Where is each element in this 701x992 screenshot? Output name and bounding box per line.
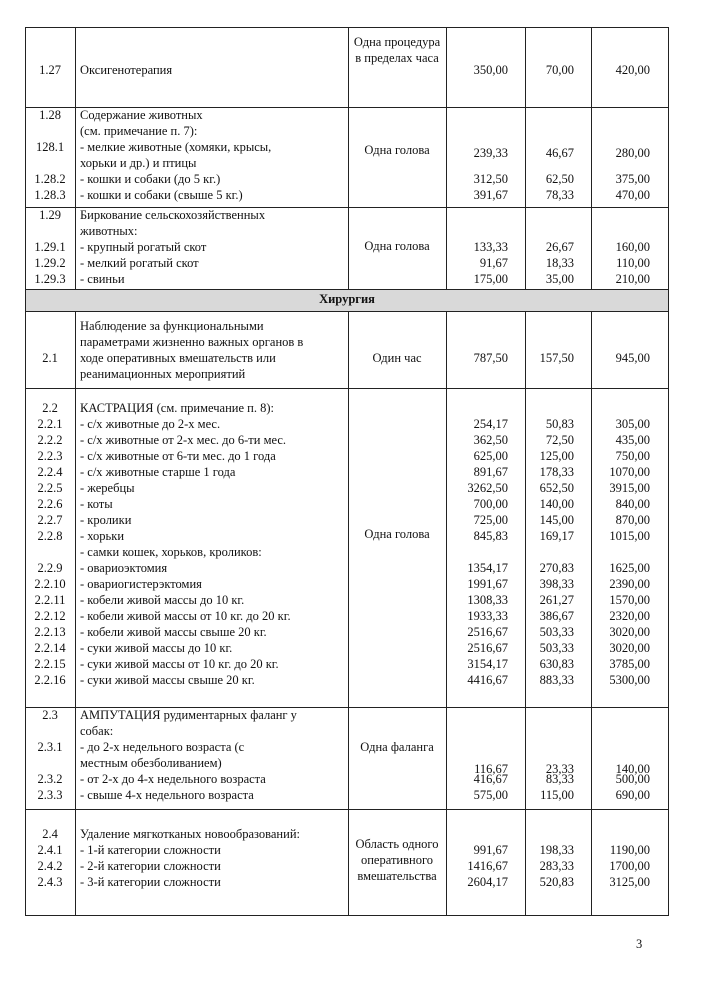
vat-cell: 70,00 bbox=[545, 63, 574, 77]
price-cell: 991,67 bbox=[473, 843, 508, 857]
price-cell: 133,33 bbox=[473, 240, 508, 254]
total-cell: 3020,00 bbox=[609, 625, 650, 639]
service-description: - кобели живой массы до 10 кг. bbox=[80, 593, 245, 607]
total-cell: 3785,00 bbox=[609, 657, 650, 671]
service-description: - от 2-х до 4-х недельного возраста bbox=[80, 772, 266, 786]
vat-cell: 198,33 bbox=[539, 843, 574, 857]
price-cell: 725,00 bbox=[473, 513, 508, 527]
price-cell: 4416,67 bbox=[467, 673, 508, 687]
total-cell: 420,00 bbox=[615, 63, 650, 77]
vat-cell: 652,50 bbox=[539, 481, 574, 495]
row-number: 2.3.1 bbox=[37, 740, 63, 754]
total-cell: 500,00 bbox=[615, 772, 650, 786]
row-number: 2.2.6 bbox=[37, 497, 63, 511]
vat-cell: 78,33 bbox=[545, 188, 574, 202]
price-cell: 845,83 bbox=[473, 529, 508, 543]
price-cell: 2516,67 bbox=[467, 641, 508, 655]
unit-of-measure: Одна голова bbox=[364, 143, 430, 157]
vat-cell: 520,83 bbox=[539, 875, 574, 889]
total-cell: 280,00 bbox=[615, 146, 650, 160]
row-number: 1.27 bbox=[39, 63, 61, 77]
row-number: 2.2.3 bbox=[37, 449, 63, 463]
vat-cell: 115,00 bbox=[540, 788, 574, 802]
service-description: - 3-й категории сложности bbox=[80, 875, 221, 889]
row-number: 1.28.2 bbox=[34, 172, 66, 186]
service-description: - 1-й категории сложности bbox=[80, 843, 221, 857]
total-cell: 1700,00 bbox=[609, 859, 650, 873]
service-description: Наблюдение за функциональными bbox=[80, 319, 264, 333]
price-cell: 1416,67 bbox=[467, 859, 508, 873]
price-cell: 1933,33 bbox=[467, 609, 508, 623]
row-number: 2.2.2 bbox=[37, 433, 63, 447]
service-description: - жеребцы bbox=[80, 481, 135, 495]
row-number: 1.29.2 bbox=[34, 256, 66, 270]
vat-cell: 23,33 bbox=[545, 762, 574, 776]
price-cell: 391,67 bbox=[473, 188, 508, 202]
service-description: хорьки и др.) и птицы bbox=[80, 156, 197, 170]
service-description: - с/х животные старше 1 года bbox=[80, 465, 236, 479]
row-number: 2.2.9 bbox=[37, 561, 63, 575]
vat-cell: 18,33 bbox=[545, 256, 574, 270]
total-cell: 470,00 bbox=[615, 188, 650, 202]
price-cell: 700,00 bbox=[473, 497, 508, 511]
price-cell: 3154,17 bbox=[467, 657, 508, 671]
service-description: ходе оперативных вмешательств или bbox=[80, 351, 276, 365]
vat-cell: 398,33 bbox=[539, 577, 574, 591]
row-border bbox=[25, 915, 669, 916]
row-number: 2.2.16 bbox=[34, 673, 66, 687]
service-description: параметрами жизненно важных органов в bbox=[80, 335, 304, 349]
price-cell: 2516,67 bbox=[467, 625, 508, 639]
service-description: животных: bbox=[80, 224, 138, 238]
vat-cell: 261,27 bbox=[539, 593, 574, 607]
total-cell: 305,00 bbox=[615, 417, 650, 431]
row-number: 2.2.10 bbox=[34, 577, 66, 591]
vat-cell: 503,33 bbox=[539, 641, 574, 655]
price-cell: 239,33 bbox=[473, 146, 508, 160]
vat-cell: 270,83 bbox=[539, 561, 574, 575]
service-description: - овариоэктомия bbox=[80, 561, 168, 575]
total-cell: 2390,00 bbox=[609, 577, 650, 591]
service-description: АМПУТАЦИЯ рудиментарных фаланг у bbox=[80, 708, 297, 722]
vat-cell: 72,50 bbox=[545, 433, 574, 447]
vat-cell: 283,33 bbox=[539, 859, 574, 873]
row-number: 2.4 bbox=[42, 827, 58, 841]
row-number: 2.2.12 bbox=[34, 609, 66, 623]
service-description: Содержание животных bbox=[80, 108, 203, 122]
vat-cell: 386,67 bbox=[539, 609, 574, 623]
total-cell: 3020,00 bbox=[609, 641, 650, 655]
row-number: 2.2.15 bbox=[34, 657, 66, 671]
total-cell: 140,00 bbox=[615, 762, 650, 776]
total-cell: 1015,00 bbox=[609, 529, 650, 543]
service-description: - кобели живой массы свыше 20 кг. bbox=[80, 625, 267, 639]
vat-cell: 50,83 bbox=[545, 417, 574, 431]
vat-cell: 157,50 bbox=[539, 351, 574, 365]
vat-cell: 178,33 bbox=[539, 465, 574, 479]
total-cell: 1625,00 bbox=[609, 561, 650, 575]
total-cell: 870,00 bbox=[615, 513, 650, 527]
service-description: - 2-й категории сложности bbox=[80, 859, 221, 873]
vat-cell: 83,33 bbox=[545, 772, 574, 786]
price-cell: 575,00 bbox=[473, 788, 508, 802]
service-description: - суки живой массы до 10 кг. bbox=[80, 641, 233, 655]
vat-cell: 62,50 bbox=[545, 172, 574, 186]
service-description: - суки живой массы свыше 20 кг. bbox=[80, 673, 255, 687]
row-border bbox=[25, 311, 669, 312]
price-cell: 3262,50 bbox=[467, 481, 508, 495]
table-border-col2 bbox=[348, 27, 349, 916]
service-description: - с/х животные от 2-х мес. до 6-ти мес. bbox=[80, 433, 287, 447]
total-cell: 840,00 bbox=[615, 497, 650, 511]
row-number: 2.2.14 bbox=[34, 641, 66, 655]
total-cell: 1190,00 bbox=[609, 843, 650, 857]
service-description: - свиньи bbox=[80, 272, 125, 286]
row-number: 2.3 bbox=[42, 708, 58, 722]
total-cell: 1570,00 bbox=[609, 593, 650, 607]
service-description: КАСТРАЦИЯ (см. примечание п. 8): bbox=[80, 401, 274, 415]
row-number: 2.1 bbox=[42, 351, 58, 365]
price-cell: 1354,17 bbox=[467, 561, 508, 575]
total-cell: 5300,00 bbox=[609, 673, 650, 687]
service-description: - мелкий рогатый скот bbox=[80, 256, 199, 270]
row-border bbox=[25, 388, 669, 389]
price-cell: 416,67 bbox=[473, 772, 508, 786]
total-cell: 110,00 bbox=[616, 256, 650, 270]
row-border bbox=[25, 809, 669, 810]
vat-cell: 145,00 bbox=[539, 513, 574, 527]
service-description: - мелкие животные (хомяки, крысы, bbox=[80, 140, 272, 154]
service-description: - свыше 4-х недельного возраста bbox=[80, 788, 254, 802]
service-description: - кобели живой массы от 10 кг. до 20 кг. bbox=[80, 609, 291, 623]
unit-of-measure: Одна голова bbox=[364, 527, 430, 541]
vat-cell: 35,00 bbox=[545, 272, 574, 286]
unit-of-measure: Область одного оперативного вмешательства bbox=[355, 837, 439, 883]
row-number: 2.3.2 bbox=[37, 772, 63, 786]
vat-cell: 630,83 bbox=[539, 657, 574, 671]
service-description: реанимационных мероприятий bbox=[80, 367, 246, 381]
table-border-col4 bbox=[525, 27, 526, 916]
row-number: 2.2.4 bbox=[37, 465, 63, 479]
service-description: - кошки и собаки (до 5 кг.) bbox=[80, 172, 221, 186]
row-number: 2.4.2 bbox=[37, 859, 63, 873]
row-border bbox=[25, 27, 669, 28]
unit-of-measure: Один час bbox=[372, 351, 422, 365]
service-description: - с/х животные до 2-х мес. bbox=[80, 417, 221, 431]
row-number: 2.2.5 bbox=[37, 481, 63, 495]
table-border-col3 bbox=[446, 27, 447, 916]
price-cell: 116,67 bbox=[474, 762, 508, 776]
row-number: 2.4.3 bbox=[37, 875, 63, 889]
total-cell: 3915,00 bbox=[609, 481, 650, 495]
row-number: 1.29.1 bbox=[34, 240, 66, 254]
row-number: 1.29 bbox=[39, 208, 61, 222]
price-cell: 91,67 bbox=[479, 256, 508, 270]
row-number: 2.3.3 bbox=[37, 788, 63, 802]
service-description: - кролики bbox=[80, 513, 132, 527]
total-cell: 375,00 bbox=[615, 172, 650, 186]
total-cell: 435,00 bbox=[615, 433, 650, 447]
unit-of-measure: Одна процедура в пределах часа bbox=[353, 35, 441, 65]
vat-cell: 169,17 bbox=[539, 529, 574, 543]
service-description: - крупный рогатый скот bbox=[80, 240, 207, 254]
price-cell: 1991,67 bbox=[467, 577, 508, 591]
price-cell: 625,00 bbox=[473, 449, 508, 463]
total-cell: 210,00 bbox=[615, 272, 650, 286]
service-description: - коты bbox=[80, 497, 113, 511]
service-description: собак: bbox=[80, 724, 114, 738]
vat-cell: 26,67 bbox=[545, 240, 574, 254]
total-cell: 690,00 bbox=[615, 788, 650, 802]
service-description: (см. примечание п. 7): bbox=[80, 124, 198, 138]
service-description: - с/х животные от 6-ти мес. до 1 года bbox=[80, 449, 276, 463]
section-title: Хирургия bbox=[319, 292, 375, 306]
price-cell: 362,50 bbox=[473, 433, 508, 447]
price-cell: 350,00 bbox=[473, 63, 508, 77]
total-cell: 3125,00 bbox=[609, 875, 650, 889]
price-cell: 787,50 bbox=[473, 351, 508, 365]
table-border-right bbox=[668, 27, 669, 916]
service-description: - кошки и собаки (свыше 5 кг.) bbox=[80, 188, 243, 202]
vat-cell: 46,67 bbox=[545, 146, 574, 160]
service-description: - суки живой массы от 10 кг. до 20 кг. bbox=[80, 657, 279, 671]
vat-cell: 125,00 bbox=[539, 449, 574, 463]
row-number: 1.28.3 bbox=[34, 188, 66, 202]
row-number: 2.2.11 bbox=[34, 593, 66, 607]
service-description: - до 2-х недельного возраста (с bbox=[80, 740, 245, 754]
service-description: местным обезболиванием) bbox=[80, 756, 222, 770]
row-number: 2.2.1 bbox=[37, 417, 63, 431]
total-cell: 2320,00 bbox=[609, 609, 650, 623]
row-number: 2.2.7 bbox=[37, 513, 63, 527]
row-number: 1.28 bbox=[39, 108, 61, 122]
row-number: 2.2.8 bbox=[37, 529, 63, 543]
table-border-col5 bbox=[591, 27, 592, 916]
service-description: - овариогистерэктомия bbox=[80, 577, 202, 591]
page-number: 3 bbox=[636, 937, 643, 951]
service-description: - самки кошек, хорьков, кроликов: bbox=[80, 545, 262, 559]
vat-cell: 140,00 bbox=[539, 497, 574, 511]
row-number: 2.2.13 bbox=[34, 625, 66, 639]
table-border-col1 bbox=[75, 27, 76, 916]
price-cell: 891,67 bbox=[473, 465, 508, 479]
price-cell: 175,00 bbox=[473, 272, 508, 286]
unit-of-measure: Одна голова bbox=[364, 239, 430, 253]
service-description: Оксигенотерапия bbox=[80, 63, 173, 77]
price-cell: 312,50 bbox=[473, 172, 508, 186]
row-number: 2.2 bbox=[42, 401, 58, 415]
total-cell: 750,00 bbox=[615, 449, 650, 463]
unit-of-measure: Одна фаланга bbox=[360, 740, 434, 754]
row-number: 1.29.3 bbox=[34, 272, 66, 286]
row-number: 2.4.1 bbox=[37, 843, 63, 857]
service-description: Удаление мягкотканых новообразований: bbox=[80, 827, 300, 841]
vat-cell: 503,33 bbox=[539, 625, 574, 639]
total-cell: 160,00 bbox=[615, 240, 650, 254]
price-cell: 254,17 bbox=[473, 417, 508, 431]
total-cell: 945,00 bbox=[615, 351, 650, 365]
row-number: 128.1 bbox=[35, 140, 65, 154]
total-cell: 1070,00 bbox=[609, 465, 650, 479]
price-cell: 2604,17 bbox=[467, 875, 508, 889]
service-description: - хорьки bbox=[80, 529, 125, 543]
vat-cell: 883,33 bbox=[539, 673, 574, 687]
service-description: Биркование сельскохозяйственных bbox=[80, 208, 266, 222]
price-cell: 1308,33 bbox=[467, 593, 508, 607]
